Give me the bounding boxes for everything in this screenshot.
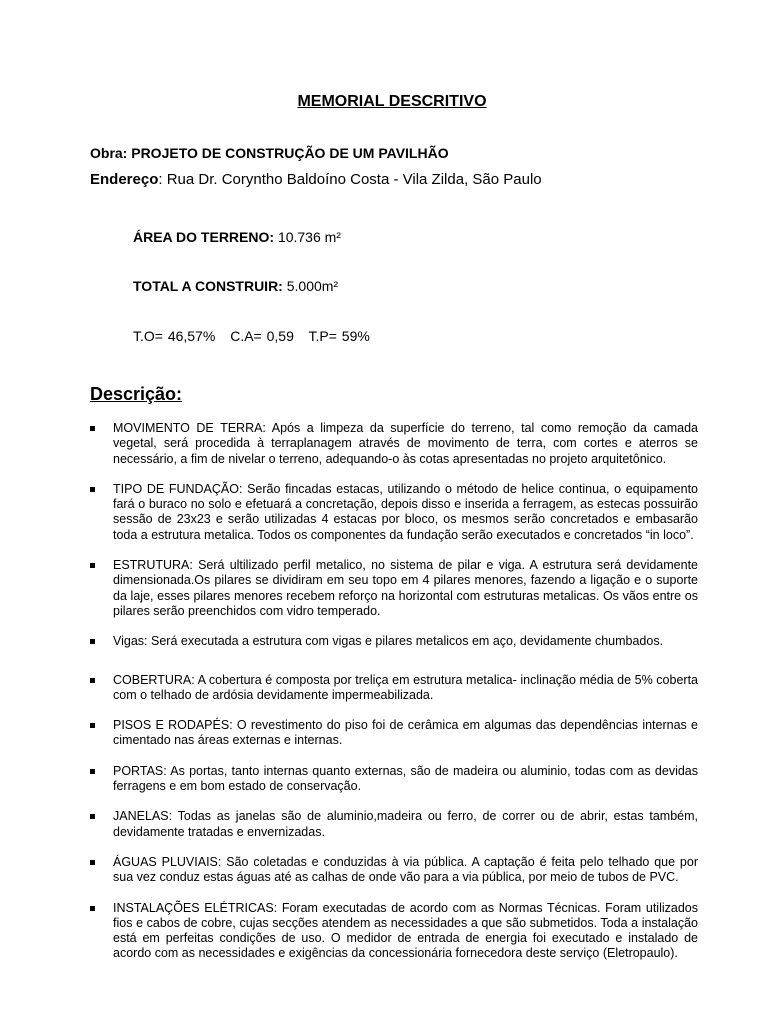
indices-line bbox=[133, 328, 380, 344]
total-value: 5.000m² bbox=[286, 278, 339, 294]
total-label: TOTAL A CONSTRUIR: bbox=[133, 278, 283, 294]
endereco-value: : Rua Dr. Coryntho Baldoíno Costa - Vila Zilda, São Paulo bbox=[158, 171, 542, 188]
endereco-line bbox=[90, 171, 542, 188]
endereco-label: Endereço bbox=[90, 171, 159, 188]
taxa-ocupacao: T.O= 46,57% bbox=[133, 328, 216, 344]
bullet-icon bbox=[90, 723, 95, 728]
list-item: PISOS E RODAPÉS: O revestimento do piso foi de cerâmica em algumas das dependências internas e cimentado nas áreas externas e internas. bbox=[90, 718, 698, 749]
bullet-icon bbox=[90, 563, 95, 568]
area-value: 10.736 m² bbox=[277, 229, 341, 245]
bullet-icon bbox=[90, 639, 95, 644]
obra-line bbox=[90, 145, 449, 161]
coeficiente-aproveitamento: C.A= 0,59 bbox=[230, 328, 294, 344]
bullet-icon bbox=[90, 769, 95, 774]
list-item: Vigas: Será executada a estrutura com vigas e pilares metalicos em aço, devidamente chumbados. bbox=[90, 634, 698, 649]
obra-value: PROJETO DE CONSTRUÇÃO DE UM PAVILHÃO bbox=[131, 145, 449, 161]
list-item: JANELAS: Todas as janelas são de aluminio,madeira ou ferro, de correr ou de abrir, estas também, devidamente tratadas e envernizadas. bbox=[90, 809, 698, 840]
page-title: MEMORIAL DESCRITIVO bbox=[297, 93, 487, 110]
taxa-permeabilidade: T.P= 59% bbox=[308, 328, 370, 344]
area-terreno bbox=[133, 229, 341, 245]
list-item: TIPO DE FUNDAÇÃO: Serão fincadas estacas, utilizando o método de helice continua, o equipamento fará o buraco no solo e efetuará a concretação, depois disso e inserida a ferragem, as estecas possuirão sessão de 23x23 e serão utilizadas 4 estacas por bloco, os mesmos serão concretados e embasarão toda a estrutura metalica. Todos os componentes da fundação serão executados e concretados “in loco”. bbox=[90, 482, 698, 543]
list-item: PORTAS: As portas, tanto internas quanto externas, são de madeira ou aluminio, todas com as devidas ferragens e em bom estado de conservação. bbox=[90, 764, 698, 795]
area-label: ÁREA DO TERRENO: bbox=[133, 229, 275, 245]
descricao-list bbox=[90, 421, 698, 977]
descricao-heading: Descrição: bbox=[90, 384, 183, 404]
list-item: MOVIMENTO DE TERRA: Após a limpeza da superfície do terreno, tal como remoção da camada vegetal, será procedida à terraplanagem através de movimento de terra, com cortes e aterros se necessário, a fim de nivelar o terreno, adequando-o às cotas apresentadas no projeto arquitetônico. bbox=[90, 421, 698, 467]
list-item: ÁGUAS PLUVIAIS: São coletadas e conduzidas à via pública. A captação é feita pelo telhado que por sua vez conduz estas águas até as calhas de onde vão para a via pública, por meio de tubos de PVC. bbox=[90, 855, 698, 886]
list-item: ESTRUTURA: Será ultilizado perfil metalico, no sistema de pilar e viga. A estrutura será devidamente dimensionada.Os pilares se dividiram em seu topo em 4 pilares menores, fazendo a ligação e o suporte da laje, esses pilares menores recebem reforço na horizontal com estruturas metalicas. Os vãos entre os pilares serão preenchidos com vidro temperado. bbox=[90, 558, 698, 619]
bullet-icon bbox=[90, 906, 95, 911]
list-item: INSTALAÇÕES ELÉTRICAS: Foram executadas de acordo com as Normas Técnicas. Foram utilizados fios e cabos de cobre, cujas secções atendem as necessidades a que são submetidos. Toda a instalação está em perfeitas condições de uso. O medidor de entrada de energia foi executado e instalado de acordo com as necessidades e exigências da concessionária fornecedora deste serviço (Eletropaulo). bbox=[90, 901, 698, 962]
bullet-icon bbox=[90, 860, 95, 865]
bullet-icon bbox=[90, 426, 95, 431]
bullet-icon bbox=[90, 678, 95, 683]
obra-label: Obra: bbox=[90, 145, 128, 161]
bullet-icon bbox=[90, 814, 95, 819]
list-item: COBERTURA: A cobertura é composta por treliça em estrutura metalica- inclinação média de 5% coberta com o telhado de ardósia devidamente impermeabilizada. bbox=[90, 673, 698, 704]
total-construir bbox=[133, 278, 338, 294]
bullet-icon bbox=[90, 487, 95, 492]
